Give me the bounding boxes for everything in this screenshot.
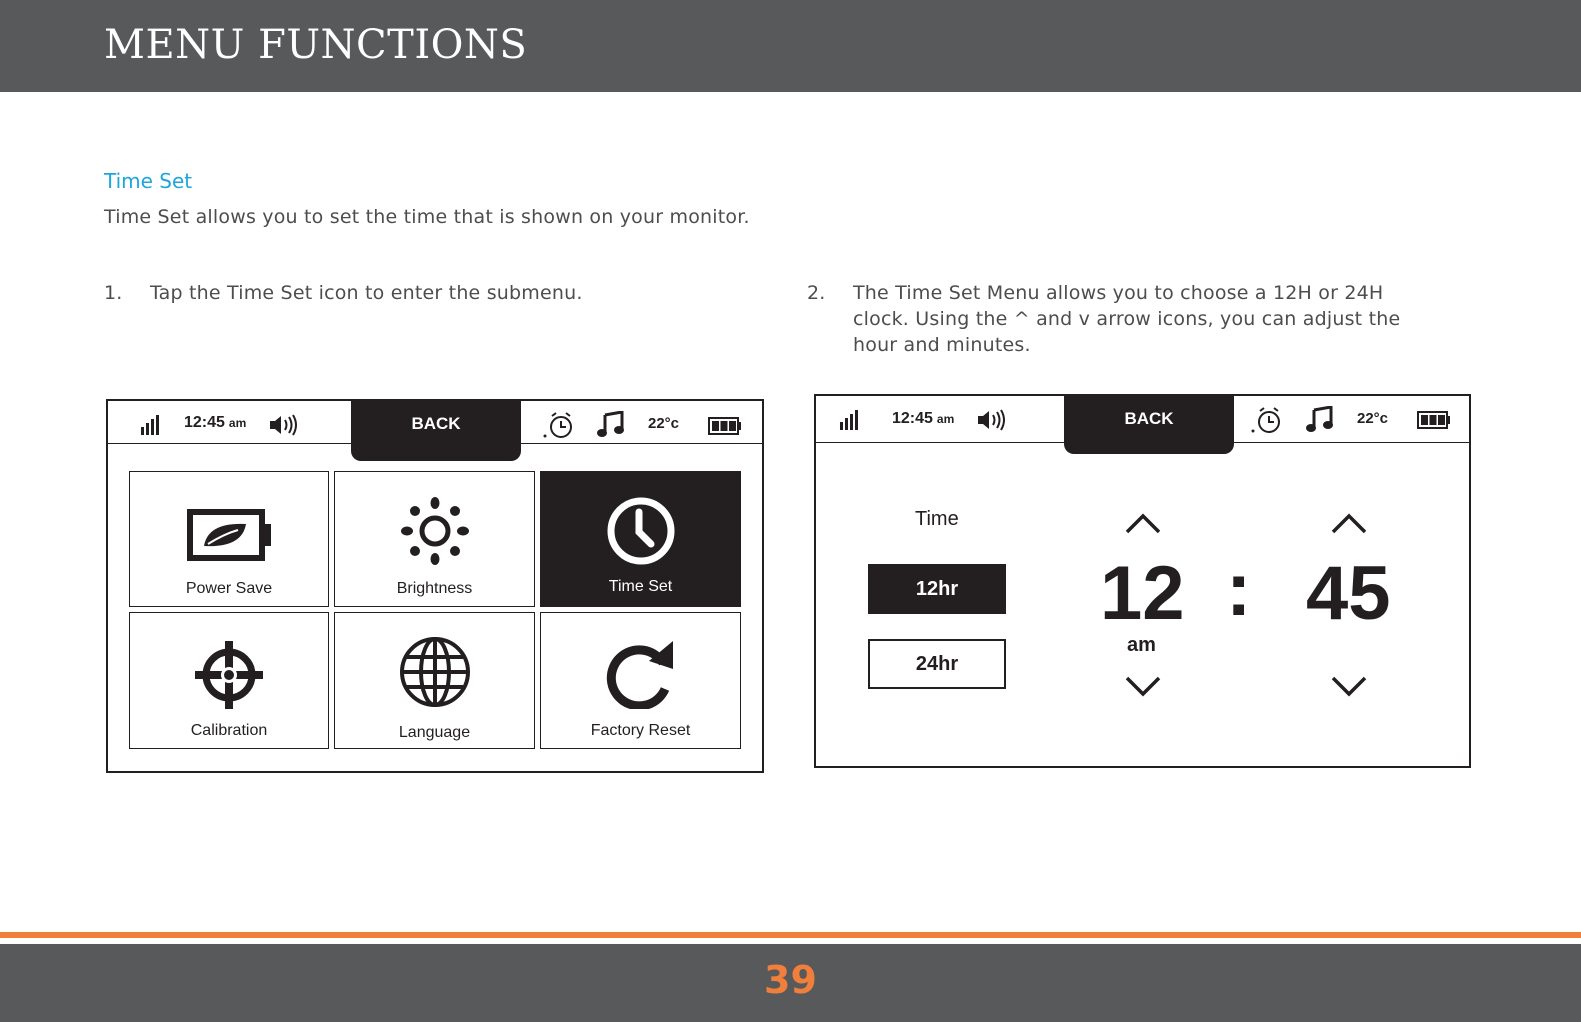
tile-language[interactable] (334, 612, 535, 749)
music-note-icon[interactable] (596, 411, 624, 439)
alarm-clock-icon[interactable] (1250, 406, 1282, 434)
speaker-icon[interactable] (976, 409, 1006, 431)
minute-down-arrow-icon[interactable] (1331, 676, 1367, 698)
tile-label: Factory Reset (590, 722, 691, 739)
page-footer (0, 944, 1581, 1022)
step-text: Tap the Time Set icon to enter the submenu. (150, 282, 583, 304)
battery-icon (1417, 411, 1451, 429)
tile-label: Time Set (608, 578, 673, 595)
ampm-value: am (1127, 634, 1156, 656)
page-number: 39 (764, 958, 817, 1002)
page-header (0, 0, 1581, 92)
page-title: MENU FUNCTIONS (104, 22, 528, 68)
minute-up-arrow-icon[interactable] (1331, 512, 1367, 534)
format-24hr-button[interactable]: 24hr (868, 639, 1006, 689)
section-title: Time Set (104, 169, 193, 193)
battery-icon (708, 417, 742, 435)
globe-icon (398, 635, 472, 709)
tile-power-save[interactable] (129, 471, 329, 607)
hour-value: 12 (1100, 551, 1185, 636)
step-1 (104, 280, 724, 310)
tile-time-set[interactable] (540, 471, 741, 607)
status-temperature: 22°c (648, 415, 680, 432)
hour-down-arrow-icon[interactable] (1125, 676, 1161, 698)
tile-calibration[interactable] (129, 612, 329, 749)
battery-leaf-icon (186, 508, 272, 562)
hour-up-arrow-icon[interactable] (1125, 512, 1161, 534)
signal-icon (840, 410, 862, 430)
status-bar (816, 396, 1469, 443)
back-button[interactable]: BACK (1064, 394, 1234, 454)
section-intro: Time Set allows you to set the time that is shown on your monitor. (104, 206, 750, 228)
step-text-line: hour and minutes. (853, 334, 1031, 356)
tile-label: Power Save (185, 580, 273, 597)
step-number: 1. (104, 282, 123, 304)
status-time: 12:45 am (892, 410, 955, 427)
status-bar (108, 401, 762, 444)
tile-label: Brightness (396, 580, 473, 597)
reset-arrow-icon (605, 639, 677, 709)
step-number: 2. (807, 282, 826, 304)
speaker-icon[interactable] (268, 414, 298, 436)
sun-icon (400, 496, 470, 566)
tile-brightness[interactable] (334, 471, 535, 607)
time-label: Time (915, 508, 959, 530)
tile-label: Calibration (190, 722, 268, 739)
status-temperature: 22°c (1357, 410, 1389, 427)
clock-icon (606, 496, 676, 566)
alarm-clock-icon[interactable] (542, 411, 574, 439)
minute-value: 45 (1306, 551, 1391, 636)
music-note-icon[interactable] (1305, 406, 1333, 434)
step-2 (807, 280, 1487, 360)
step-text-line: The Time Set Menu allows you to choose a 12H or 24H (853, 282, 1384, 304)
tile-label: Language (398, 724, 471, 741)
device-screen-menu (106, 399, 764, 773)
tile-factory-reset[interactable] (540, 612, 741, 749)
time-separator: : (1226, 547, 1252, 632)
back-button[interactable]: BACK (351, 399, 521, 461)
step-text-line: clock. Using the ^ and v arrow icons, you can adjust the (853, 308, 1401, 330)
crosshair-icon (193, 639, 265, 711)
format-12hr-button[interactable]: 12hr (868, 564, 1006, 614)
signal-icon (141, 415, 163, 435)
footer-divider (0, 932, 1581, 938)
status-time: 12:45 am (184, 414, 247, 431)
device-screen-time-set (814, 394, 1471, 768)
